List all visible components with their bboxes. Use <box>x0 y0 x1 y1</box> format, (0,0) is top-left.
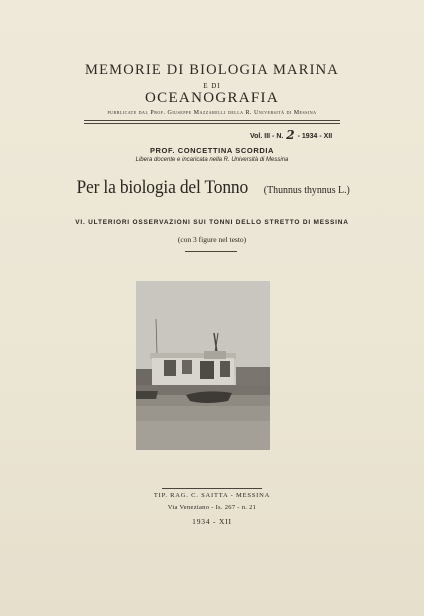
article-subtitle: VI. ULTERIORI OSSERVAZIONI SUI TONNI DELLO STRETTO DI MESSINA <box>75 219 349 226</box>
printer-rule <box>162 488 262 489</box>
series-subtitle: OCEANOGRAFIA <box>145 90 279 106</box>
article-title: Per la biologia del Tonno <box>76 177 248 198</box>
photo-illustration <box>136 281 270 450</box>
printer-address: Via Veneziano - Is. 267 - n. 21 <box>167 504 257 511</box>
publisher-line: pubblicate dal Prof. Giuseppe Mazzarelli della R. Università di Messina <box>107 110 317 116</box>
article-title-line <box>0 177 424 199</box>
series-title: MEMORIE DI BIOLOGIA MARINA <box>85 62 339 78</box>
author-affiliation: Libera docente e incaricata nella R. Università di Messina <box>135 157 289 163</box>
double-rule-bottom <box>84 123 340 124</box>
figures-note: (con 3 figure nel testo) <box>177 235 247 244</box>
printer-year: 1934 - XII <box>192 517 232 526</box>
short-rule <box>185 251 237 252</box>
printer-name: TIP. RAG. C. SAITTA - MESSINA <box>153 492 271 499</box>
volume-number-handwritten: 2 <box>286 128 295 142</box>
article-species: (Thunnus thynnus L.) <box>264 184 351 196</box>
volume-year: - 1934 - XII <box>297 133 333 140</box>
volume-line <box>250 127 332 141</box>
cover-photograph <box>136 281 270 450</box>
volume-prefix: Vol. III - N. <box>250 133 284 140</box>
double-rule-top <box>84 120 340 121</box>
author-name: PROF. CONCETTINA SCORDIA <box>149 146 275 155</box>
series-conjunction: E DI <box>203 82 221 90</box>
